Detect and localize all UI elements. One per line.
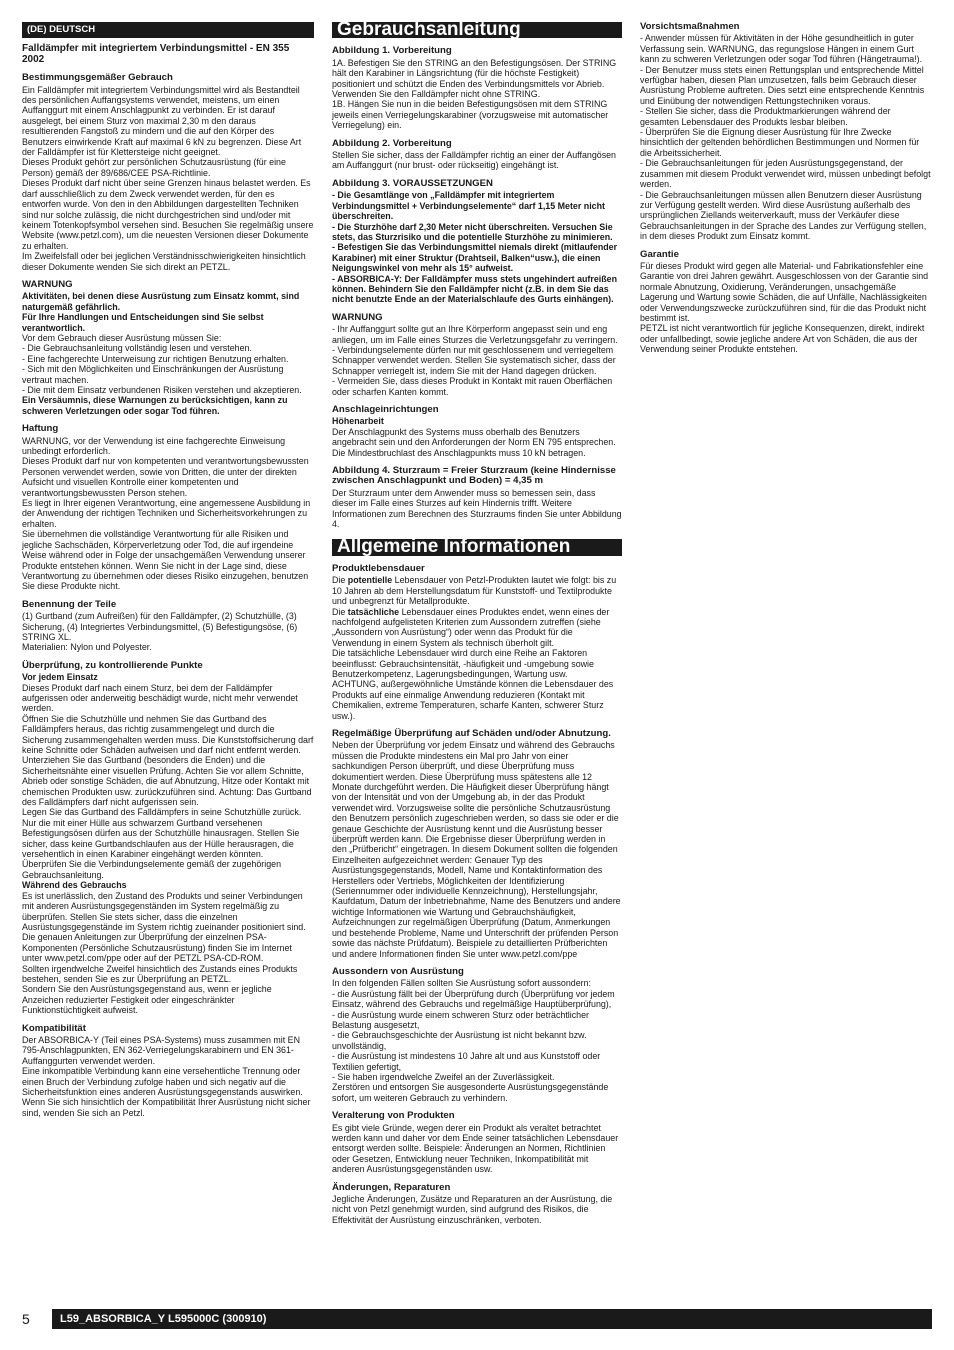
text: Lebensdauer eines Produktes endet, wenn eines der nachfolgend aufgelisteten Kriterien zum Aussondern zutreffen (siehe „Aussondern von Ausrüstung“) oder wenn das Produkt für die Verwendung in einem System als technisch überholt gilt.	[332, 606, 610, 648]
paragraph: Eine inkompatible Verbindung kann eine versehentliche Trennung oder einen Bruch der Verbindung zufolge haben und sich negativ auf die Sicherheitsfunktion eines anderen Ausrüstungsgegenstands auswirken. Wenn Sie sich hinsichtlich der Kompatibilität Ihrer Ausrüstung nicht sicher sind, wenden Sie sich an Petzl.	[22, 1066, 311, 1118]
paragraph: Sollten irgendwelche Zweifel hinsichtlich des Zustands eines Produkts bestehen, senden Sie es zur Überprüfung an PETZL.	[22, 963, 298, 984]
paragraph: Neben der Überprüfung vor jedem Einsatz und während des Gebrauchs müssen die Produkte mindestens ein Mal pro Jahr von einer sachkundigen Person überprüft, und diese Überprüfung muss dokumentiert werden. Diese Überprüfung muss spätestens alle 12 Monate durchgeführt werden. Die Häufigkeit dieser Überprüfung hängt von der Intensität und von der Umgebung ab, in der das Produkt verwendet wird. Vorzugsweise sollte die persönliche Schutzausrüstung den Benutzern persönlich zugeschrieben werden, so dass sie oder er die genaue Geschichte der Ausrüstung kennt und die Ausrüstung besser überprüft werden kann. Die Ergebnisse dieser Überprüfung werden in den „Prüfbericht“ eingetragen. In diesem Dokument sollten die folgenden Einzelheiten aufgezeichnet werden: Genauer Typ des Ausrüstungsgegenstands, Modell, Name und Kontaktinformation des Herstellers oder Vertriebs, Möglichkeiten der Identifizierung (Seriennummer oder individuelle Kennzeichnung), Herstellungsjahr, Kaufdatum, Datum der Inbetriebnahme, Name des Benutzers und andere wichtige Informationen wie Wartung und Gebrauchshäufigkeit, Aufzeichnungen zur regelmäßigen Überprüfung (Datum, Anmerkungen und bestehende Probleme, Name und Unterschrift der prüfenden Person sowie das nächste Prüfdatum). Beispiele zu detaillierten Prüfberichten und andere Informationen finden Sie unter www.petzl.com/ppe	[332, 740, 621, 959]
list-item: - die Ausrüstung ist mindestens 10 Jahre alt und aus Kunststoff oder Textilien gefertigt,	[332, 1051, 601, 1072]
sub-heading: Höhenarbeit	[332, 416, 384, 427]
paragraph: Jegliche Änderungen, Zusätze und Reparaturen an der Ausrüstung, die nicht von Petzl genehmigt wurden, sind aufgrund des Risikos, die Effektivität der Ausrüstung einzuschränken, verboten.	[332, 1194, 613, 1225]
paragraph: 1A. Befestigen Sie den STRING an den Befestigungsösen. Der STRING hält den Karabiner in Längsrichtung (für die höchste Festigkeit) positioniert und schützt die Enden des Verbindungsmittels vor Abrieb. Verwenden Sie den Falldämpfer nicht ohne STRING.	[332, 57, 617, 100]
warning-text: Ein Versäumnis, diese Warnungen zu berücksichtigen, kann zu schweren Verletzungen oder sogar Tod führen.	[22, 395, 288, 416]
column-right	[640, 22, 932, 355]
section-banner: Gebrauchsanleitung	[332, 22, 622, 38]
paragraph	[332, 575, 622, 606]
list-item: - Anwender müssen für Aktivitäten in der Höhe gesundheitlich in guter Verfassung sein. WARNUNG, das regungslose Hängen in einem Gurt kann zu schweren Verletzungen oder sogar Tod führen (Hängetrauma!).	[640, 33, 923, 65]
list-item: - die Ausrüstung fällt bei der Überprüfung durch (Überprüfung vor jedem Einsatz, während des Gebrauchs und regelmäßige Hauptüberprüfung),	[332, 988, 615, 1010]
list-item: - die Ausrüstung wurde einem schweren Sturz oder beträchtlicher Belastung ausgesetzt,	[332, 1009, 590, 1030]
section-heading: Vorsichtsmaßnahmen	[640, 21, 740, 32]
section-heading: Überprüfung, zu kontrollierende Punkte	[22, 659, 203, 671]
page-number: 5	[22, 1311, 30, 1327]
paragraph: Dieses Produkt darf nur von kompetenten und verantwortungsbewussten Personen verwendet werden, sowie von Dritten, die unter der direkten Aufsicht und visuellen Kontrolle einer kompetenten und verantwortungsbewussten Person stehen.	[22, 456, 309, 498]
list-item: - Der Benutzer muss stets einen Rettungsplan und entsprechende Mittel verfügbar haben, diesen Plan umzusetzen, falls beim Gebrauch dieser Ausrüstung Probleme auftreten. Dies setzt eine entsprechende Kenntnis und Einübung der notwendigen Rettungstechniken voraus.	[640, 64, 925, 106]
paragraph: Dieses Produkt gehört zur persönlichen Schutzausrüstung (für eine Person) gemäß der 89/686/CEE PSA-Richtlinie.	[22, 157, 286, 178]
paragraph: Dieses Produkt darf nicht über seine Grenzen hinaus belastet werden. Es darf ausschließlich zu dem Zweck verwendet werden, für den es entworfen wurde. Von den in den Abbildungen dargestellten Techniken sind nur solche zulässig, die nicht durchgestrichen sind und/oder mit keinem Totenkopfsymbol versehen sind. Besuchen Sie regelmäßig unsere Website (www.petzl.com), um die neuesten Versionen dieser Dokumente zu erhalten.	[22, 178, 314, 251]
section-heading: Anschlageinrichtungen	[332, 404, 439, 415]
paragraph: Unterziehen Sie das Gurtband (besonders die Enden) und die Sicherheitsnähte einer visuellen Prüfung. Achten Sie vor allem Schnitte, Abrieb oder sonstige Schäden, die auf Abnutzung, Hitze oder Kontakt mit chemischen Produkten usw. zurückzuführen sind. Achtung: Das Gurtband des Falldämpfers darf nicht aufgerissen sein.	[22, 755, 312, 808]
requirement-item: - ABSORBICA-Y: Der Falldämpfer muss stets ungehindert aufreißen können. Behindern Sie den Falldämpfer nicht (z.B. in dem Sie das nicht benutzte Ende an der Materialschlaufe des Gurts einhängen).	[332, 273, 618, 305]
paragraph: 1B. Hängen Sie nun in die beiden Befestigungsösen mit dem STRING jeweils einen Verriegelungskarabiner (vorzugsweise mit automatischer Verriegelung) ein.	[332, 99, 609, 131]
document-reference: L59_ABSORBICA_Y L595000C (300910)	[52, 1309, 932, 1329]
section-heading: Benennung der Teile	[22, 598, 117, 610]
section-heading: Regelmäßige Überprüfung auf Schäden und/oder Abnutzung.	[332, 727, 611, 739]
section-heading: Änderungen, Reparaturen	[332, 1181, 451, 1193]
list-item: - Die Gebrauchsanleitungen müssen allen Benutzern dieser Ausrüstung zur Verfügung gestellt werden. Wird diese Ausrüstung außerhalb des ursprünglichen Ziellands weiterverkauft, muss der Verkäufer diese Gebrauchsanleitungen in der Sprache des Landes zur Verfügung stellen, in dem dieses Produkt zum Einsatz kommt.	[640, 189, 927, 242]
warning-text: Aktivitäten, bei denen diese Ausrüstung zum Einsatz kommt, sind naturgemäß gefährlich.	[22, 291, 300, 312]
paragraph: Ein Falldämpfer mit integriertem Verbindungsmittel wird als Bestandteil des persönlichen Auffangsystems verwendet, meistens, um einen Auffanggurt mit einem Anschlagpunkt zu verbinden. Er ist darauf ausgelegt, bei einem Sturz von maximal 2,30 m den daraus resultierenden Fangstoß zu mindern und die auf den Körper des Benutzers einwirkende Kraft auf maximal 6 kN zu begrenzen. Diese Art der Falldämpfer ist für Klettersteige nicht geeignet.	[22, 84, 302, 158]
paragraph	[332, 607, 622, 649]
requirement-item: - Befestigen Sie das Verbindungsmittel niemals direkt (mitlaufender Karabiner) mit einer Struktur (Drahtseil, Balken“usw.), die einen Neigungswinkel von mehr als 15° aufweist.	[332, 242, 618, 274]
list-item: - Verbindungselemente dürfen nur mit geschlossenem und verriegeltem Schnapper verwendet werden. Stellen Sie systematisch sicher, dass der Schnapper verriegelt ist, indem Sie mit der Hand dagegen drücken.	[332, 344, 616, 376]
list-item: - Sich mit den Möglichkeiten und Einschränkungen der Ausrüstung vertraut machen.	[22, 364, 284, 385]
section-heading: Aussondern von Ausrüstung	[332, 965, 464, 977]
section-heading: Kompatibilität	[22, 1022, 86, 1034]
section-heading: Garantie	[640, 248, 679, 260]
paragraph: WARNUNG, vor der Verwendung ist eine fachgerechte Einweisung unbedingt erforderlich.	[22, 435, 286, 457]
section-heading: WARNUNG	[22, 278, 73, 290]
requirement-item: - Die Gesamtlänge von „Falldämpfer mit integriertem Verbindungsmittel + Verbindungselemente“ darf 1,15 Meter nicht überschreiten.	[332, 190, 605, 222]
list-item: - Überprüfen Sie die Eignung dieser Ausrüstung für Ihre Zwecke hinsichtlich der geltenden behördlichen Bestimmungen und Normen für die Arbeitssicherheit.	[640, 127, 920, 158]
paragraph: Überprüfen Sie die Verbindungselemente gemäß der zugehörigen Gebrauchsanleitung.	[22, 859, 282, 880]
document-title: Falldämpfer mit integriertem Verbindungsmittel - EN 355 2002	[22, 43, 290, 65]
warning-text: Für Ihre Handlungen und Entscheidungen sind Sie selbst verantwortlich.	[22, 312, 264, 333]
requirement-item: - Die Sturzhöhe darf 2,30 Meter nicht überschreiten. Versuchen Sie stets, das Sturzrisiko und die potentielle Sturzhöhe zu minimieren.	[332, 221, 613, 242]
section-heading: Abbildung 4. Sturzraum = Freier Sturzraum (keine Hindernisse zwischen Anschlagpunkt und Boden) = 4,35 m	[332, 465, 616, 487]
paragraph: PETZL ist nicht verantwortlich für jegliche Konsequenzen, direkt, indirekt oder unfallbedingt, sowie jegliche andere Art von Schäden, die aus der Verwendung seiner Produkte entstehen.	[640, 323, 925, 355]
section-heading: Bestimmungsgemäßer Gebrauch	[22, 72, 173, 84]
list-item: - die Gebrauchsgeschichte der Ausrüstung ist nicht bekannt bzw. unvollständig,	[332, 1030, 587, 1051]
text: Die	[332, 606, 348, 617]
text: Lebensdauer von Petzl-Produkten lautet wie folgt: bis zu 10 Jahren ab dem Herstellungsdatum für Kunststoff- und Textilprodukte und unbegrenzt für Metallprodukte.	[332, 575, 617, 607]
paragraph: Der Anschlagpunkt des Systems muss oberhalb des Benutzers angebracht sein und den Anforderungen der Norm EN 795 entsprechen. Die Mindestbruchlast des Anschlagpunkts muss 10 kN betragen.	[332, 426, 616, 458]
paragraph: Der Sturzraum unter dem Anwender muss so bemessen sein, dass dieser im Falle eines Sturzes auf kein Hindernis trifft. Weitere Informationen zum Berechnen des Sturzraums finden Sie unter Abbildung 4.	[332, 487, 622, 530]
list-item: - Ihr Auffanggurt sollte gut an Ihre Körperform angepasst sein und eng anliegen, um im Falle eines Sturzes die Verletzungsgefahr zu verringern.	[332, 324, 618, 345]
text: Die	[332, 575, 348, 586]
paragraph: Der ABSORBICA-Y (Teil eines PSA-Systems) muss zusammen mit EN 795-Anschlagpunkten, EN 362-Verriegelungskarabinern und EN 361-Auffanggurten verwendet werden.	[22, 1034, 300, 1066]
paragraph: Sondern Sie den Ausrüstungsgegenstand aus, wenn er jegliche Anzeichen reduzierter Festigkeit oder eingeschränkter Funktionstüchtigkeit aufweist.	[22, 984, 272, 1016]
paragraph: Im Zweifelsfall oder bei jeglichen Verständnisschwierigkeiten hinsichtlich dieser Dokumente wenden Sie sich direkt an PETZL.	[22, 251, 306, 272]
paragraph: Die tatsächliche Lebensdauer wird durch eine Reihe an Faktoren beeinflusst: Gebrauchsintensität, -häufigkeit und -umgebung sowie Benutzerkompetenz, Lagerungsbedingungen, Wartung usw.	[332, 648, 594, 679]
section-heading: Produktlebensdauer	[332, 562, 425, 574]
list-item: - Die Gebrauchsanleitung vollständig lesen und verstehen.	[22, 343, 252, 354]
section-banner: Allgemeine Informationen	[332, 539, 622, 555]
list-item: - Die Gebrauchsanleitungen für jeden Ausrüstungsgegenstand, der zusammen mit diesem Produkt verwendet wird, müssen unbedingt befolgt werden.	[640, 158, 931, 190]
list-item: - Vermeiden Sie, dass dieses Produkt in Kontakt mit rauen Oberflächen oder scharfen Kanten kommt.	[332, 376, 613, 397]
column-middle	[332, 19, 622, 1225]
paragraph: Öffnen Sie die Schutzhülle und nehmen Sie das Gurtband des Falldämpfers heraus, das richtig zusammengelegt und durch die Sicherung zusammengehalten werden muss. Die Kunststoffsicherung darf keine Schnitte oder Schäden aufweisen und darf nicht entfernt werden.	[22, 713, 314, 755]
paragraph: Es liegt in Ihrer eigenen Verantwortung, eine angemessene Ausbildung in der Anwendung der richtigen Techniken und Sicherheitsvorkehrungen zu erhalten.	[22, 498, 311, 529]
column-left	[22, 22, 314, 1118]
paragraph: Die genauen Anleitungen zur Überprüfung der einzelnen PSA-Komponenten (Persönliche Schutzausrüstung) finden Sie im Internet unter www.petzl.com/ppe oder auf der PETZL PSA-CD-ROM.	[22, 932, 292, 964]
paragraph: Es gibt viele Gründe, wegen derer ein Produkt als veraltet betrachtet werden kann und daher vor dem Ende seiner tatsächlichen Lebensdauer entsorgt werden sollte. Beispiele: Änderungen an Normen, Richtlinien oder Gesetzen, Entwicklung neuer Techniken, Inkompatibilität mit anderen Ausrüstungsgegenständen usw.	[332, 1122, 619, 1175]
section-heading: Abbildung 1. Vorbereitung	[332, 45, 452, 57]
paragraph: ACHTUNG, außergewöhnliche Umstände können die Lebensdauer des Produkts auf eine einmalige Anwendung reduzieren (Kontakt mit Chemikalien, extreme Temperaturen, scharfe Kanten, schwerer Sturz usw.).	[332, 679, 614, 721]
section-heading: Abbildung 3. VORAUSSETZUNGEN	[332, 177, 493, 189]
language-header: (DE) DEUTSCH	[22, 22, 314, 38]
emphasis: tatsächliche	[347, 606, 400, 617]
list-item: - Sie haben irgendwelche Zweifel an der Zuverlässigkeit.	[332, 1071, 555, 1082]
paragraph: Materialien: Nylon und Polyester.	[22, 642, 152, 653]
paragraph: Für dieses Produkt wird gegen alle Material- und Fabrikationsfehler eine Garantie von drei Jahren gewährt. Ausgeschlossen von der Garantie sind normale Abnutzung, Oxidierung, Veränderungen, unsachgemäße Lagerung und Wartung sowie Schäden, die auf Unfälle, Nachlässigkeiten oder Verwendungszwecke zurückzuführen sind, für die das Produkt nicht bestimmt ist.	[640, 260, 929, 323]
list-item: - Stellen Sie sicher, dass die Produktmarkierungen während der gesamten Lebensdauer des Produkts lesbar bleiben.	[640, 106, 891, 127]
paragraph: Es ist unerlässlich, den Zustand des Produkts und seiner Verbindungen mit anderen Ausrüstungsgegenständen im System regelmäßig zu überprüfen. Stellen Sie stets sicher, dass die einzelnen Ausrüstungsgegenstände im System richtig zueinander positioniert sind.	[22, 890, 306, 932]
paragraph: Zerstören und entsorgen Sie ausgesonderte Ausrüstungsgegenstände sofort, um weiteren Gebrauch zu verhindern.	[332, 1082, 609, 1103]
section-heading: Veralterung von Produkten	[332, 1110, 455, 1122]
sub-heading: Vor jedem Einsatz	[22, 672, 98, 683]
paragraph: Sie übernehmen die vollständige Verantwortung für alle Risiken und jegliche Sachschäden, Körperverletzung oder Tod, die auf irgendeine Weise während oder in Folge der unsachgemäßen Verwendung unserer Produkte entstehen können. Wenn Sie nicht in der Lage sind, diese Verantwortung zu übernehmen oder dieses Risiko einzugehen, benutzen Sie diese Produkte nicht.	[22, 529, 309, 592]
section-heading: WARNUNG	[332, 311, 383, 323]
sub-heading: Während des Gebrauchs	[22, 880, 127, 891]
section-heading: Abbildung 2. Vorbereitung	[332, 137, 452, 149]
paragraph: In den folgenden Fällen sollten Sie Ausrüstung sofort aussondern:	[332, 978, 592, 989]
paragraph: Vor dem Gebrauch dieser Ausrüstung müssen Sie:	[22, 332, 222, 343]
emphasis: potentielle	[347, 575, 393, 586]
paragraph: Legen Sie das Gurtband des Falldämpfers in seine Schutzhülle zurück. Nur die mit einer Hülle aus schwarzem Gurtband versehenen Befestigungsösen dürfen aus der Schutzhülle hinausragen. Stellen Sie sicher, dass keine Gurtbandschlaufen aus der Hülle herausragen, die versehentlich in einen Karabiner eingehängt werden könnten.	[22, 807, 302, 860]
paragraph: Stellen Sie sicher, dass der Falldämpfer richtig an einer der Auffangösen am Auffanggurt (nur brust- oder rückseitig) eingehängt ist.	[332, 150, 616, 171]
page-footer	[22, 1309, 932, 1329]
list-item: - Eine fachgerechte Unterweisung zur richtigen Benutzung erhalten.	[22, 353, 289, 364]
section-heading: Haftung	[22, 423, 59, 435]
paragraph: (1) Gurtband (zum Aufreißen) für den Falldämpfer, (2) Schutzhülle, (3) Sicherung, (4) Integriertes Verbindungsmittel, (5) Befestigungsöse, (6) STRING XL.	[22, 611, 298, 642]
list-item: - Die mit dem Einsatz verbundenen Risiken verstehen und akzeptieren.	[22, 385, 302, 395]
paragraph: Dieses Produkt darf nach einem Sturz, bei dem der Falldämpfer aufgerissen oder anderweitig beschädigt wurde, nicht mehr verwendet werden.	[22, 682, 298, 714]
